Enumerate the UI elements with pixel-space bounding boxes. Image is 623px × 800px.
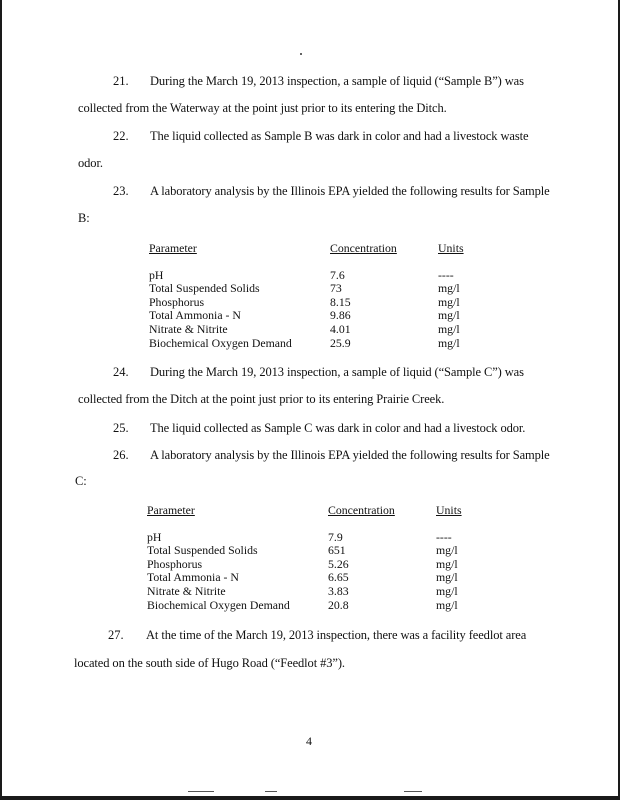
- scan-edge-right: [618, 0, 620, 800]
- table-cell: 6.65: [328, 570, 349, 585]
- paragraph-27-number: 27.: [108, 628, 124, 642]
- table-cell: 651: [328, 543, 346, 558]
- paragraph-23-line-2: B:: [78, 211, 90, 225]
- paragraph-22-line-2: odor.: [78, 156, 103, 170]
- column-header-concentration: Concentration: [328, 503, 395, 517]
- paragraph-24-line-1: During the March 19, 2013 inspection, a sample of liquid (“Sample C”) was: [150, 365, 524, 379]
- table-cell: Biochemical Oxygen Demand: [147, 597, 290, 612]
- table-cell: 73: [330, 281, 342, 296]
- table-cell: ----: [438, 267, 454, 282]
- table-cell: Total Suspended Solids: [149, 281, 260, 296]
- column-header-parameter: Parameter: [147, 503, 195, 517]
- paragraph-22-number: 22.: [113, 129, 129, 143]
- table-cell: Phosphorus: [149, 294, 205, 309]
- table-cell: pH: [149, 267, 164, 282]
- page-number: 4: [306, 734, 312, 748]
- table-cell: 5.26: [328, 556, 349, 571]
- table-cell: mg/l: [438, 308, 460, 323]
- table-cell: mg/l: [438, 294, 460, 309]
- column-header-concentration: Concentration: [330, 241, 397, 255]
- paragraph-24-line-2: collected from the Ditch at the point just prior to its entering Prairie Creek.: [78, 392, 445, 406]
- paragraph-27-line-2: located on the south side of Hugo Road (“Feedlot #3”).: [74, 656, 345, 670]
- table-cell: 25.9: [330, 335, 351, 350]
- paragraph-25-number: 25.: [113, 421, 129, 435]
- paragraph-24-number: 24.: [113, 365, 129, 379]
- table-cell: Nitrate & Nitrite: [147, 583, 226, 598]
- table-cell: 7.9: [328, 529, 343, 544]
- paragraph-23-number: 23.: [113, 184, 129, 198]
- table-cell: Total Suspended Solids: [147, 543, 258, 558]
- paragraph-21-number: 21.: [113, 74, 129, 88]
- scan-edge-bottom: [0, 796, 620, 800]
- table-cell: 8.15: [330, 294, 351, 309]
- table-cell: Phosphorus: [147, 556, 203, 571]
- table-cell: mg/l: [438, 335, 460, 350]
- paragraph-23-line-1: A laboratory analysis by the Illinois EPA yielded the following results for Sample: [150, 184, 550, 198]
- table-cell: mg/l: [438, 281, 460, 296]
- table-cell: Biochemical Oxygen Demand: [149, 335, 292, 350]
- table-cell: pH: [147, 529, 162, 544]
- paragraph-21-line-2: collected from the Waterway at the point just prior to its entering the Ditch.: [78, 101, 447, 115]
- table-cell: mg/l: [436, 543, 458, 558]
- column-header-parameter: Parameter: [149, 241, 197, 255]
- paragraph-26-line-1: A laboratory analysis by the Illinois EPA yielded the following results for Sample: [150, 448, 550, 462]
- scan-edge-left: [0, 0, 2, 800]
- table-cell: 4.01: [330, 321, 351, 336]
- table-cell: 3.83: [328, 583, 349, 598]
- column-header-units: Units: [436, 503, 462, 517]
- paragraph-25-line-1: The liquid collected as Sample C was dark in color and had a livestock odor.: [150, 421, 526, 435]
- paragraph-27-line-1: At the time of the March 19, 2013 inspection, there was a facility feedlot area: [146, 628, 527, 642]
- paragraph-21-line-1: During the March 19, 2013 inspection, a sample of liquid (“Sample B”) was: [150, 74, 524, 88]
- table-cell: ----: [436, 529, 452, 544]
- paragraph-22-line-1: The liquid collected as Sample B was dark in color and had a livestock waste: [150, 129, 529, 143]
- paragraph-26-number: 26.: [113, 448, 129, 462]
- scan-footer-marks: [0, 788, 620, 794]
- table-cell: mg/l: [438, 321, 460, 336]
- paragraph-26-line-2: C:: [75, 474, 87, 488]
- table-cell: 20.8: [328, 597, 349, 612]
- table-cell: 7.6: [330, 267, 345, 282]
- table-cell: mg/l: [436, 556, 458, 571]
- table-cell: Total Ammonia - N: [149, 308, 241, 323]
- table-cell: Total Ammonia - N: [147, 570, 239, 585]
- column-header-units: Units: [438, 241, 464, 255]
- table-cell: mg/l: [436, 583, 458, 598]
- table-cell: 9.86: [330, 308, 351, 323]
- table-cell: mg/l: [436, 570, 458, 585]
- table-cell: mg/l: [436, 597, 458, 612]
- scan-speck: [300, 53, 302, 55]
- table-cell: Nitrate & Nitrite: [149, 321, 228, 336]
